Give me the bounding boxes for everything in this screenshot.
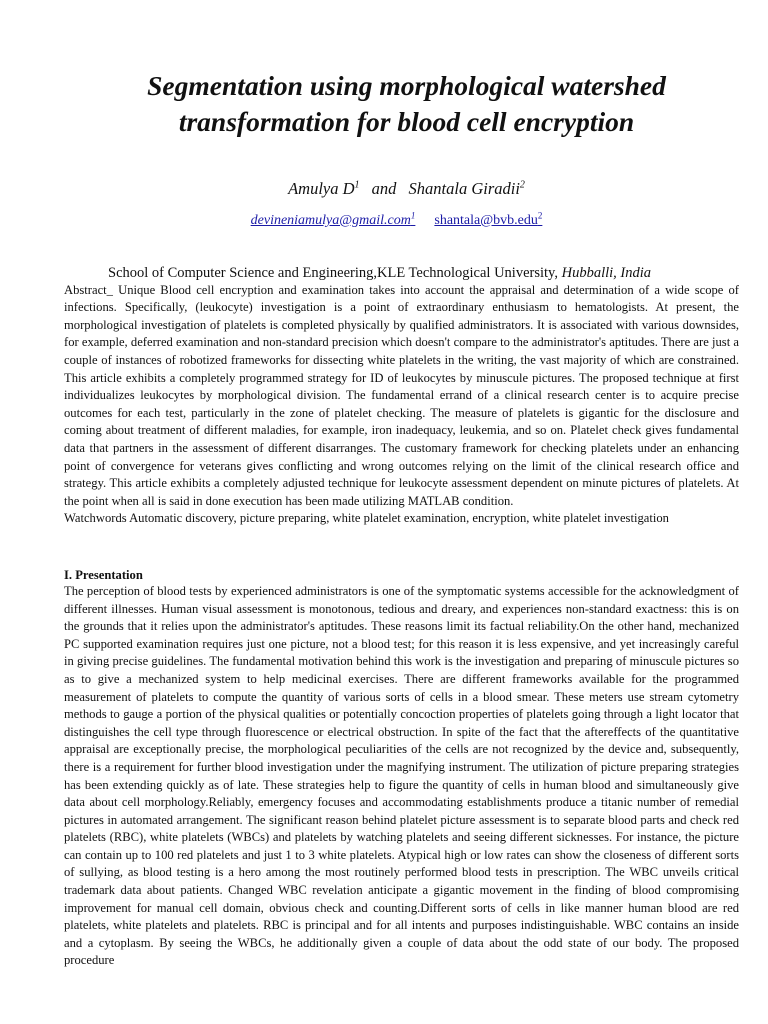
- author-2-superscript: 2: [519, 179, 525, 191]
- author-2: Shantala Giradii: [408, 179, 520, 198]
- email-2-superscript: 2: [537, 210, 543, 220]
- author-1: Amulya D: [288, 179, 355, 198]
- email-1: devineniamulya@gmail.com: [250, 212, 411, 228]
- email-2-link[interactable]: [434, 210, 543, 228]
- abstract-paragraph: Abstract_ Unique Blood cell encryption and examination takes into account the appraisal and determination of a wide scope of infections. Specifically, (leukocyte) investigation is a point of extraordinary enthusiasm to hematologists. At present, the morphological investigation of platelets is completed physically by qualified administrators. It is associated with various downsides, for example, deferred examination and non-standard precision which doesn't compare to the administrator's aptitudes. There are just a couple of instances of robotized frameworks for dissecting white platelets in the writing, the vast majority of which are constrained. This article exhibits a completely programmed strategy for ID of leukocytes by minuscule pictures. The proposed technique at first individualizes leukocytes by morphological division. The fundamental errand of a clinical research center is to acquire precise outcomes for each test, particularly in the zone of platelet checking. The measure of platelets is gigantic for the disclosure and coming about treatment of different maladies, for example, iron inadequacy, leukemia, and so on. Platelet check gives fundamental data that partners in the assessment of different disarranges. The customary framework for checking platelets under an enhancing point of convergence for veterans gives conflicting and wrong outcomes relying on the limit of the clinical research office and strategy. This article exhibits a completely adjusted technique for leukocyte assessment dependent on minute pictures of platelets. At the point when all is said in done execution has been made utilizing MATLAB condition.: [64, 282, 739, 508]
- paper-title: [64, 0, 739, 140]
- email-2: shantala@bvb.edu: [434, 212, 538, 228]
- email-1-link[interactable]: [250, 210, 416, 228]
- intro-paragraph: The perception of blood tests by experienced administrators is one of the symptomatic systems accessible for the acknowledgment of different illnesses. Human visual assessment is monotonous, tedious and dreary, and experiences non-standard exactness: this is on the grounds that it relies upon the administrator's aptitudes. These reasons limit its factual reliability.On the other hand, mechanized PC supported examination requires just one picture, not a blood test; for this reason it is less expensive, and yet increasingly careful in giving precise guidelines. The fundamental motivation behind this work is the investigation and preparing of minuscule pictures so as to give a mechanized system to help medicinal exercises. There are different frameworks available for the programmed measurement of platelets to compute the quantity of various sorts of cells in a blood smear. These meters use stream cytometry methods to gauge a portion of the physical qualities or potentially concoction properties of platelets going through a light locator that distinguishes the cell type through fluorescence or electrical obstruction. In spite of the fact that the aftereffects of the quantitative appraisal are exceptionally precise, the morphological peculiarities of the cells are not recognized by the device and, subsequently, there is a requirement for further blood investigation under the magnifying instrument. The utilization of picture preparing strategies has been extending quickly as of late. These strategies help to figure the quantity of cells in human blood and simultaneously give data about cell morphology.Reliably, emergency focuses and accommodating establishments produce a titanic number of remedial pictures in automated arrangement. The significant reason behind platelet picture assessment is to separate blood parts and check red platelets (RBC), white platelets (WBCs) and platelets by watching platelets and seeing different sicknesses. For instance, the picture can contain up to 100 red platelets and just 1 to 3 white platelets. Atypical high or low rates can show the closeness of different sorts of sullying, as blood testing is a hero among the most routinely performed blood tests in prescription. The WBC unveils critical trademark data about patients. Changed WBC revelation anticipate a gigantic movement in the finding of blood compromising improvement for manual cell domain, obvious check and counting.Different sorts of cells in like manner human blood are red platelets, white platelets and platelets. RBC is principal and for all intents and purposes indistinguishable. WBC contains an inside and a cytoplasm. By seeing the WBCs, he additionally given a couple of data about the odd state of our body. The proposed procedure: [64, 583, 739, 968]
- email-line: [64, 210, 739, 229]
- email-1-superscript: 1: [410, 210, 416, 220]
- title-line-2: transformation for blood cell encryption: [178, 106, 635, 137]
- affiliation-main: School of Computer Science and Engineering,KLE Technological University,: [108, 264, 558, 281]
- keywords-line: Watchwords Automatic discovery, picture preparing, white platelet examination, encryption, white platelet investigation: [64, 511, 669, 526]
- affiliation-place: Hubballi, India: [561, 264, 652, 281]
- author-line: [64, 179, 739, 199]
- author-1-superscript: 1: [354, 179, 360, 191]
- section-heading: I. Presentation: [64, 567, 143, 582]
- author-conjunction: and: [371, 179, 397, 198]
- title-line-1: Segmentation using morphological watershed: [147, 70, 666, 101]
- affiliation: [108, 265, 739, 282]
